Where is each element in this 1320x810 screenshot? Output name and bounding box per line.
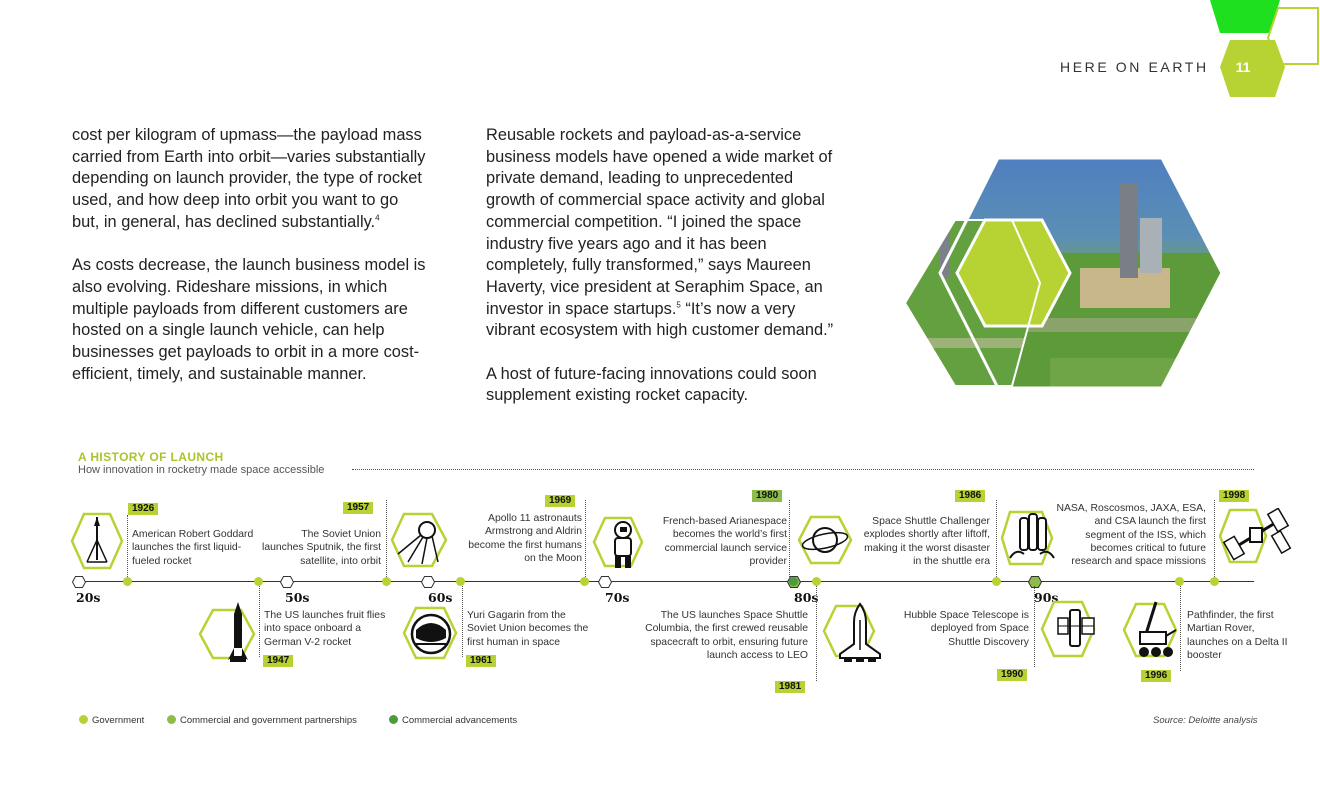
decade-label: 70s — [605, 590, 630, 605]
event-text: Hubble Space Telescope is deployed from Space Shuttle Discovery — [903, 610, 1029, 648]
event-dot — [123, 577, 132, 586]
event-connector — [585, 500, 586, 581]
mars-rover-icon — [1122, 598, 1182, 662]
event-connector — [259, 581, 260, 657]
event-dot — [254, 577, 263, 586]
year-badge: 1996 — [1141, 670, 1171, 682]
event-text: Yuri Gagarin from the Soviet Union becomes the first human in space — [467, 610, 589, 648]
decade-label: 60s — [428, 590, 453, 605]
left-paragraph-2: As costs decrease, the launch business model is also evolving. Rideshare missions, in which multiple payloads from different customers are hosted on a single launch vehicle, can help businesses get payloads to orbit in a more cost-efficient, timely, and sustainable manner. — [72, 256, 426, 383]
event-dot — [382, 577, 391, 586]
left-column — [72, 125, 427, 407]
timeline-title: A HISTORY OF LAUNCH — [78, 450, 224, 464]
event-text: Space Shuttle Challenger explodes shortly after liftoff, making it the worst disaster in the shuttle era — [863, 516, 990, 567]
legend-government: Government — [79, 714, 144, 726]
event-text: Pathfinder, the first Martian Rover, launches on a Delta II booster — [1187, 610, 1288, 661]
decade-label: 90s — [1034, 590, 1059, 605]
footnote-5: 5 — [676, 300, 681, 310]
legend-commercial: Commercial advancements — [389, 714, 517, 726]
source-note: Source: Deloitte analysis — [1153, 715, 1258, 726]
decade-marker — [598, 576, 612, 588]
decade-label: 80s — [794, 590, 819, 605]
year-badge: 1998 — [1219, 490, 1249, 502]
decade-marker — [280, 576, 294, 588]
right-column — [486, 125, 846, 429]
year-badge: 1926 — [128, 503, 158, 515]
event-dot — [1210, 577, 1219, 586]
event-text: French-based Arianespace becomes the world’s first commercial launch service provider — [662, 516, 787, 567]
page-number: 11 — [1235, 59, 1251, 75]
event-text: The Soviet Union launches Sputnik, the first satellite, into orbit — [262, 529, 381, 567]
footnote-4: 4 — [375, 213, 380, 223]
decade-label: 50s — [285, 590, 310, 605]
timeline-axis — [76, 581, 1254, 582]
year-badge: 1969 — [545, 495, 575, 507]
v2-rocket-icon — [198, 600, 258, 664]
event-connector — [1214, 500, 1215, 581]
year-badge: 1990 — [997, 669, 1027, 681]
astronaut-helmet-icon — [402, 606, 458, 660]
legend-partnerships: Commercial and government partnerships — [167, 714, 357, 726]
event-connector — [789, 500, 790, 581]
event-connector — [1034, 581, 1035, 667]
event-dot — [992, 577, 1001, 586]
rocket-goddard-icon — [70, 512, 124, 570]
event-text: The US launches fruit flies into space onboard a German V-2 rocket — [264, 610, 386, 648]
decade-label: 20s — [76, 590, 101, 605]
left-paragraph-1: cost per kilogram of upmass—the payload mass carried from Earth into orbit—varies substantially depending on launch provider, the type of rocket used, and how deep into orbit you want to go but, in general, has declined substantially.$^4$ — [72, 126, 426, 231]
planet-orbit-icon — [797, 515, 853, 565]
astronaut-icon — [592, 514, 644, 570]
year-badge: 1957 — [343, 502, 373, 514]
hexagon-decoration — [1200, 0, 1320, 100]
event-dot — [1030, 577, 1039, 586]
right-paragraph-1: Reusable rockets and payload-as-a-service business models have opened a wide market of private demand, leading to unprecedented growth of commercial space activity and global commercial competition. “I joined the space industry five years ago and it has been completely, fully transformed,” says Maureen Haverty, vice president at Seraphim Space, an investor in space startups.$^5$ “It’s now a very vibrant ecosystem with high customer demand.” — [486, 126, 834, 340]
year-badge: 1981 — [775, 681, 805, 693]
decade-marker — [421, 576, 435, 588]
space-shuttle-icon — [822, 600, 886, 664]
event-connector — [816, 581, 817, 681]
event-text: Apollo 11 astronauts Armstrong and Aldrin become the first humans on the Moon — [468, 513, 582, 564]
telescope-satellite-icon — [1040, 598, 1100, 660]
event-dot — [1175, 577, 1184, 586]
timeline-subtitle: How innovation in rocketry made space accessible — [78, 464, 325, 476]
event-connector — [996, 500, 997, 581]
space-station-icon — [1218, 508, 1292, 564]
event-text: NASA, Roscosmos, JAXA, ESA, and CSA launch the first segment of the ISS, which becomes critical to future research and space missions — [1056, 503, 1206, 568]
event-connector — [386, 500, 387, 581]
right-paragraph-2: A host of future-facing innovations could soon supplement existing rocket capacity. — [486, 364, 817, 405]
section-title: HERE ON EARTH — [1060, 59, 1209, 75]
event-dot — [580, 577, 589, 586]
year-badge: 1947 — [263, 655, 293, 667]
event-connector — [127, 515, 128, 581]
event-dot — [812, 577, 821, 586]
year-badge: 1980 — [752, 490, 782, 502]
sputnik-icon — [390, 512, 450, 568]
event-dot — [456, 577, 465, 586]
event-text: American Robert Goddard launches the first liquid-fueled rocket — [132, 529, 254, 567]
event-dot — [789, 577, 798, 586]
launchpad-photo — [900, 158, 1225, 388]
year-badge: 1961 — [466, 655, 496, 667]
timeline-divider — [352, 469, 1254, 470]
event-text: The US launches Space Shuttle Columbia, the first crewed reusable spacecraft to orbit, ensuring future launch access to LEO — [645, 610, 808, 661]
event-connector — [462, 581, 463, 657]
year-badge: 1986 — [955, 490, 985, 502]
shuttle-explosion-icon — [1000, 506, 1064, 570]
decade-marker — [72, 576, 86, 588]
